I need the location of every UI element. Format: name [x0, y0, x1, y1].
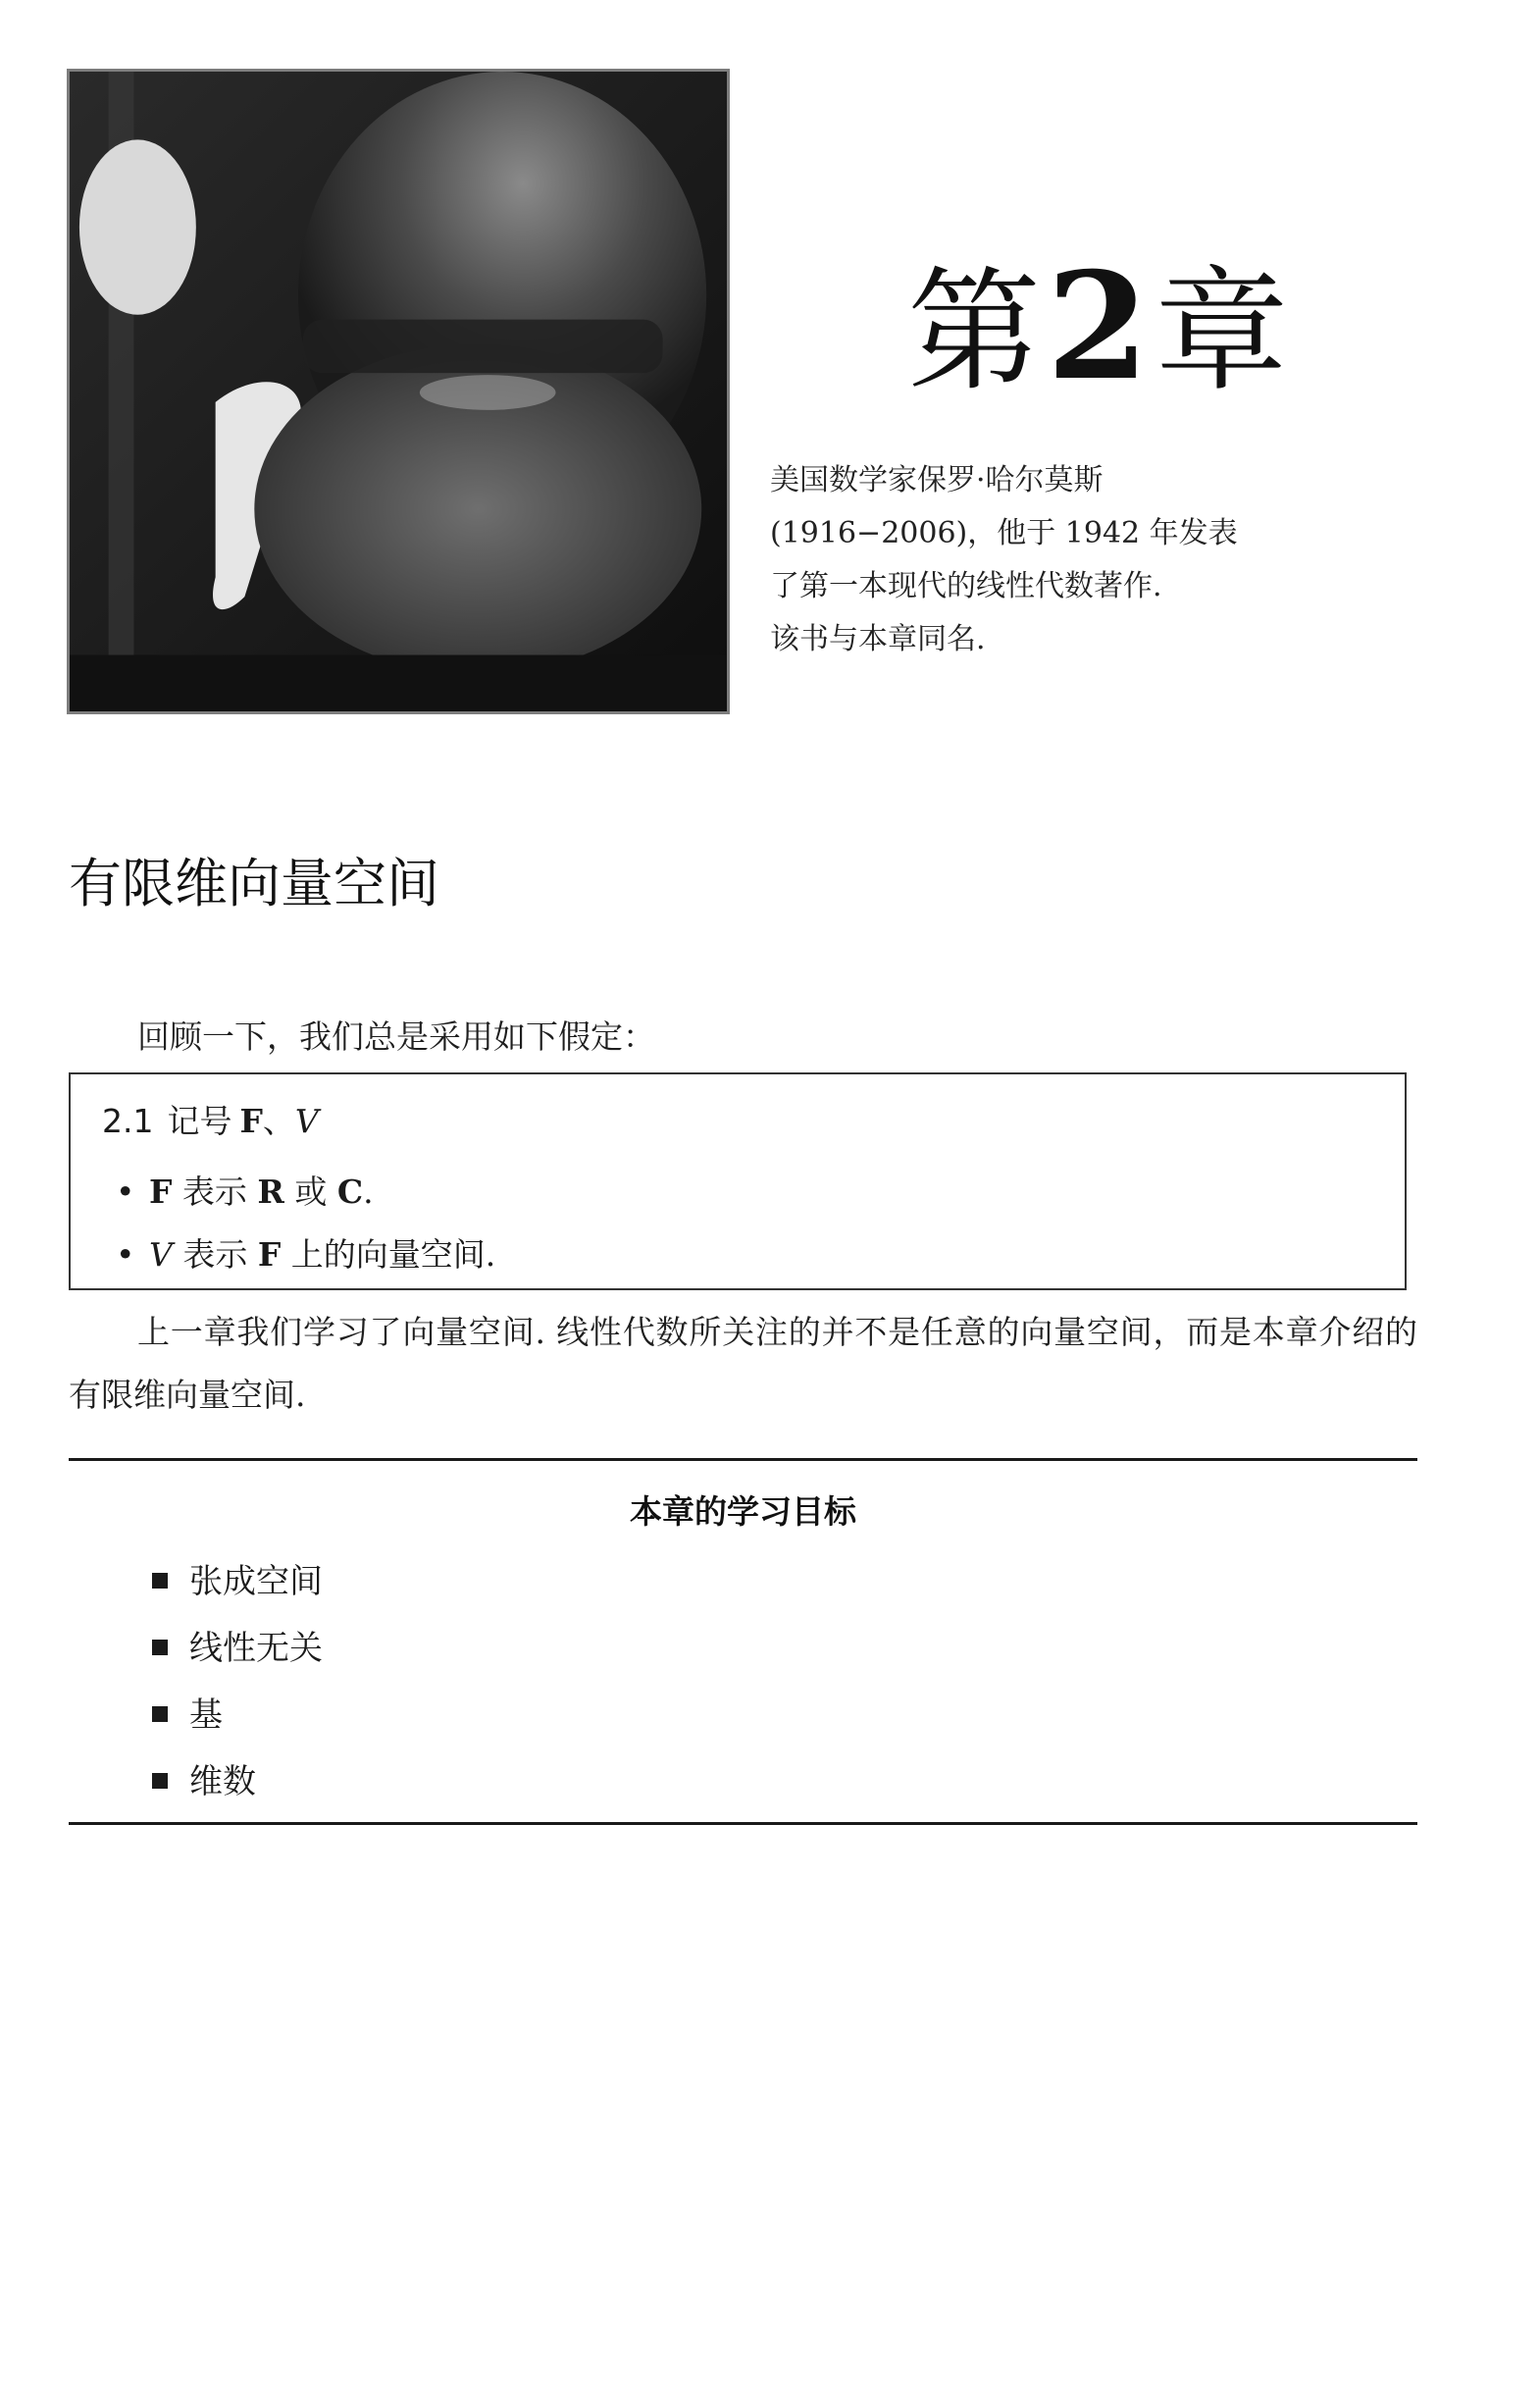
definition-label: 记号 — [167, 1102, 232, 1140]
bullet-dot-icon: • — [116, 1173, 135, 1211]
definition-number: 2.1 — [102, 1102, 154, 1140]
caption-line: 美国数学家保罗·哈尔莫斯 — [770, 463, 1104, 497]
bullet-text: 表示 — [172, 1173, 258, 1211]
bullet-text: 或 — [283, 1173, 337, 1211]
bullet-text: C — [336, 1173, 364, 1211]
square-bullet-icon — [152, 1773, 168, 1789]
chapter-prefix: 第 — [907, 255, 1043, 410]
goal-label: 维数 — [189, 1762, 256, 1801]
photo-caption — [770, 454, 1260, 666]
chapter-suffix: 章 — [1155, 255, 1291, 410]
bullet-text: 表示 — [172, 1235, 258, 1274]
goal-label: 张成空间 — [189, 1562, 323, 1601]
symbol-F: F — [239, 1102, 263, 1140]
bullet-text: 上的向量空间. — [281, 1235, 496, 1274]
bullet-text: F — [257, 1235, 282, 1274]
goal-label: 基 — [189, 1695, 223, 1735]
divider — [69, 1458, 1417, 1461]
caption-line: 该书与本章同名. — [770, 622, 986, 656]
definition-bullet — [116, 1229, 495, 1276]
list-item — [152, 1548, 323, 1615]
definition-box — [69, 1072, 1407, 1290]
definition-title — [102, 1096, 319, 1142]
bullet-dot-icon: • — [116, 1235, 135, 1274]
section-title: 有限维向量空间 — [69, 853, 439, 914]
bullet-text: R — [257, 1173, 284, 1211]
divider — [69, 1822, 1417, 1825]
bullet-text: F — [149, 1173, 173, 1211]
chapter-heading — [907, 240, 1291, 413]
intro-paragraph: 回顾一下，我们总是采用如下假定： — [137, 1017, 655, 1056]
square-bullet-icon — [152, 1573, 168, 1589]
square-bullet-icon — [152, 1640, 168, 1655]
body-paragraph: 上一章我们学习了向量空间. 线性代数所关注的并不是任意的向量空间，而是本章介绍的有限维向量空间. — [69, 1313, 1417, 1414]
caption-line: 了第一本现代的线性代数著作. — [770, 569, 1162, 603]
list-item — [152, 1615, 323, 1682]
goals-list — [152, 1548, 323, 1815]
symbol-separator: 、 — [262, 1102, 295, 1140]
goal-label: 线性无关 — [189, 1629, 323, 1668]
bullet-text: . — [363, 1173, 374, 1211]
caption-line: (1916−2006)，他于 1942 年发表 — [770, 516, 1238, 550]
bullet-text: V — [149, 1235, 173, 1274]
goals-title: 本章的学习目标 — [630, 1492, 856, 1531]
portrait-photo — [67, 69, 730, 714]
square-bullet-icon — [152, 1706, 168, 1722]
definition-bullet — [116, 1167, 374, 1213]
list-item — [152, 1748, 323, 1815]
portrait-icon — [70, 72, 727, 711]
symbol-V: V — [294, 1102, 319, 1140]
list-item — [152, 1682, 323, 1748]
chapter-number: 2 — [1047, 240, 1152, 413]
